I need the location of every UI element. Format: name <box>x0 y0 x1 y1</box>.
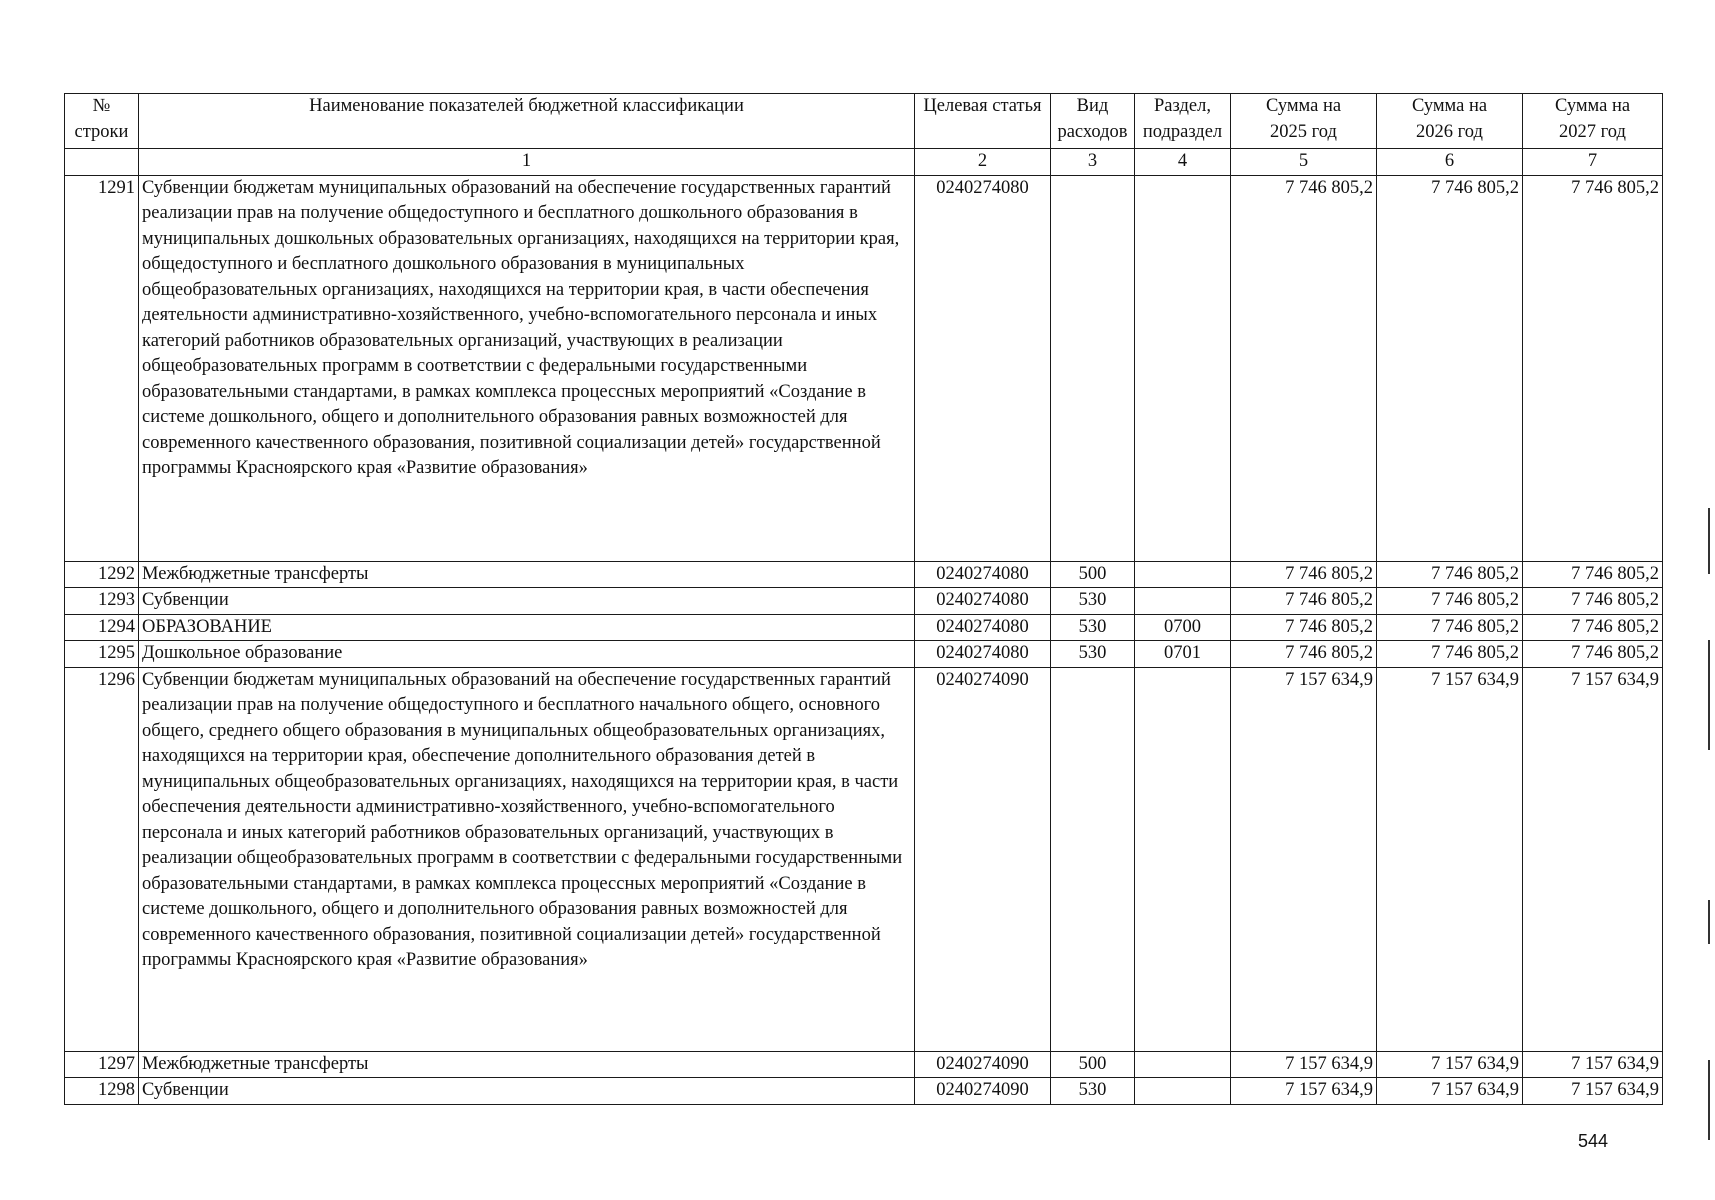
scan-edge-mark <box>1708 640 1710 750</box>
row-section: 0700 <box>1135 614 1231 641</box>
column-number: 4 <box>1135 149 1231 176</box>
row-number: 1295 <box>65 641 139 668</box>
row-target: 0240274090 <box>915 1078 1051 1105</box>
row-target: 0240274090 <box>915 667 1051 1051</box>
row-section <box>1135 588 1231 615</box>
row-sum-2026: 7 746 805,2 <box>1377 588 1523 615</box>
row-sum-2027: 7 746 805,2 <box>1523 175 1663 561</box>
row-section <box>1135 667 1231 1051</box>
row-sum-2027: 7 157 634,9 <box>1523 667 1663 1051</box>
row-name: Субвенции бюджетам муниципальных образований на обеспечение государственных гарантий реализации прав на получение общедоступного и бесплатного дошкольного образования в муниципальных дошкольных образовательных организациях, находящихся на территории края, общедоступного и бесплатного дошкольного образования в муниципальных общеобразовательных организациях, находящихся на территории края, в части обеспечения деятельности административно-хозяйственного, учебно-вспомогательного персонала и иных категорий работников образовательных организаций, участвующих в реализации общеобразовательных программ в соответствии с федеральными государственными образовательными стандартами, в рамках комплекса процессных мероприятий «Создание в системе дошкольного, общего и дополнительного образования равных возможностей для современного качественного образования, позитивной социализации детей» государственной программы Красноярского края «Развитие образования» <box>139 175 915 561</box>
page-number: 544 <box>1578 1131 1609 1151</box>
row-sum-2025: 7 746 805,2 <box>1231 641 1377 668</box>
row-sum-2027: 7 746 805,2 <box>1523 561 1663 588</box>
row-name: Дошкольное образование <box>139 641 915 668</box>
row-section <box>1135 1051 1231 1078</box>
table-row <box>65 175 1663 561</box>
row-expense-type: 530 <box>1051 588 1135 615</box>
row-section <box>1135 175 1231 561</box>
scan-edge-mark <box>1708 1060 1710 1140</box>
table-row <box>65 588 1663 615</box>
row-sum-2026: 7 157 634,9 <box>1377 667 1523 1051</box>
header-sum-2025: Сумма на 2025 год <box>1231 94 1377 149</box>
row-section <box>1135 561 1231 588</box>
row-sum-2026: 7 746 805,2 <box>1377 614 1523 641</box>
scan-edge-mark <box>1708 900 1710 944</box>
row-expense-type: 500 <box>1051 1051 1135 1078</box>
row-target: 0240274080 <box>915 561 1051 588</box>
header-sum-2026: Сумма на 2026 год <box>1377 94 1523 149</box>
row-sum-2026: 7 746 805,2 <box>1377 641 1523 668</box>
row-target: 0240274080 <box>915 641 1051 668</box>
row-sum-2027: 7 746 805,2 <box>1523 641 1663 668</box>
row-sum-2025: 7 746 805,2 <box>1231 614 1377 641</box>
header-expense-type: Вид расходов <box>1051 94 1135 149</box>
header-name: Наименование показателей бюджетной классификации <box>139 94 915 149</box>
row-number: 1291 <box>65 175 139 561</box>
row-sum-2025: 7 157 634,9 <box>1231 1051 1377 1078</box>
row-sum-2027: 7 157 634,9 <box>1523 1051 1663 1078</box>
row-expense-type <box>1051 667 1135 1051</box>
row-target: 0240274080 <box>915 175 1051 561</box>
row-number: 1298 <box>65 1078 139 1105</box>
table-row <box>65 1078 1663 1105</box>
row-expense-type: 530 <box>1051 1078 1135 1105</box>
column-number: 6 <box>1377 149 1523 176</box>
row-expense-type: 500 <box>1051 561 1135 588</box>
row-expense-type <box>1051 175 1135 561</box>
row-section <box>1135 1078 1231 1105</box>
row-name: Субвенции бюджетам муниципальных образований на обеспечение государственных гарантий реализации прав на получение общедоступного и бесплатного начального общего, основного общего, среднего общего образования в муниципальных общеобразовательных организациях, находящихся на территории края, обеспечение дополнительного образования детей в муниципальных общеобразовательных организациях, находящихся на территории края, в части обеспечения деятельности административно-хозяйственного, учебно-вспомогательного персонала и иных категорий работников образовательных организаций, участвующих в реализации общеобразовательных программ в соответствии с федеральными государственными образовательными стандартами, в рамках комплекса процессных мероприятий «Создание в системе дошкольного, общего и дополнительного образования равных возможностей для современного качественного образования, позитивной социализации детей» государственной программы Красноярского края «Развитие образования» <box>139 667 915 1051</box>
row-sum-2027: 7 746 805,2 <box>1523 588 1663 615</box>
column-number: 2 <box>915 149 1051 176</box>
row-number: 1296 <box>65 667 139 1051</box>
row-name: Субвенции <box>139 1078 915 1105</box>
row-sum-2025: 7 746 805,2 <box>1231 588 1377 615</box>
row-name: Межбюджетные трансферты <box>139 561 915 588</box>
column-number: 7 <box>1523 149 1663 176</box>
row-sum-2025: 7 157 634,9 <box>1231 667 1377 1051</box>
row-sum-2027: 7 746 805,2 <box>1523 614 1663 641</box>
row-section: 0701 <box>1135 641 1231 668</box>
column-number: 5 <box>1231 149 1377 176</box>
row-sum-2026: 7 157 634,9 <box>1377 1078 1523 1105</box>
column-number-row <box>65 149 1663 176</box>
row-sum-2026: 7 157 634,9 <box>1377 1051 1523 1078</box>
scan-edge-mark <box>1708 508 1710 574</box>
row-target: 0240274090 <box>915 1051 1051 1078</box>
table-row <box>65 561 1663 588</box>
row-sum-2026: 7 746 805,2 <box>1377 561 1523 588</box>
table-row <box>65 614 1663 641</box>
header-row <box>65 94 1663 149</box>
row-name: Субвенции <box>139 588 915 615</box>
row-name: Межбюджетные трансферты <box>139 1051 915 1078</box>
column-number <box>65 149 139 176</box>
row-sum-2025: 7 746 805,2 <box>1231 175 1377 561</box>
row-number: 1292 <box>65 561 139 588</box>
row-expense-type: 530 <box>1051 614 1135 641</box>
table-row <box>65 1051 1663 1078</box>
row-number: 1293 <box>65 588 139 615</box>
header-sum-2027: Сумма на 2027 год <box>1523 94 1663 149</box>
row-target: 0240274080 <box>915 588 1051 615</box>
row-number: 1297 <box>65 1051 139 1078</box>
row-sum-2025: 7 746 805,2 <box>1231 561 1377 588</box>
budget-table <box>64 93 1663 1105</box>
header-target: Целевая статья <box>915 94 1051 149</box>
column-number: 1 <box>139 149 915 176</box>
column-number: 3 <box>1051 149 1135 176</box>
row-sum-2027: 7 157 634,9 <box>1523 1078 1663 1105</box>
row-expense-type: 530 <box>1051 641 1135 668</box>
header-section: Раздел, подраздел <box>1135 94 1231 149</box>
table-row <box>65 667 1663 1051</box>
table-row <box>65 641 1663 668</box>
row-sum-2025: 7 157 634,9 <box>1231 1078 1377 1105</box>
row-target: 0240274080 <box>915 614 1051 641</box>
header-row-no: № строки <box>65 94 139 149</box>
row-number: 1294 <box>65 614 139 641</box>
row-name: ОБРАЗОВАНИЕ <box>139 614 915 641</box>
row-sum-2026: 7 746 805,2 <box>1377 175 1523 561</box>
